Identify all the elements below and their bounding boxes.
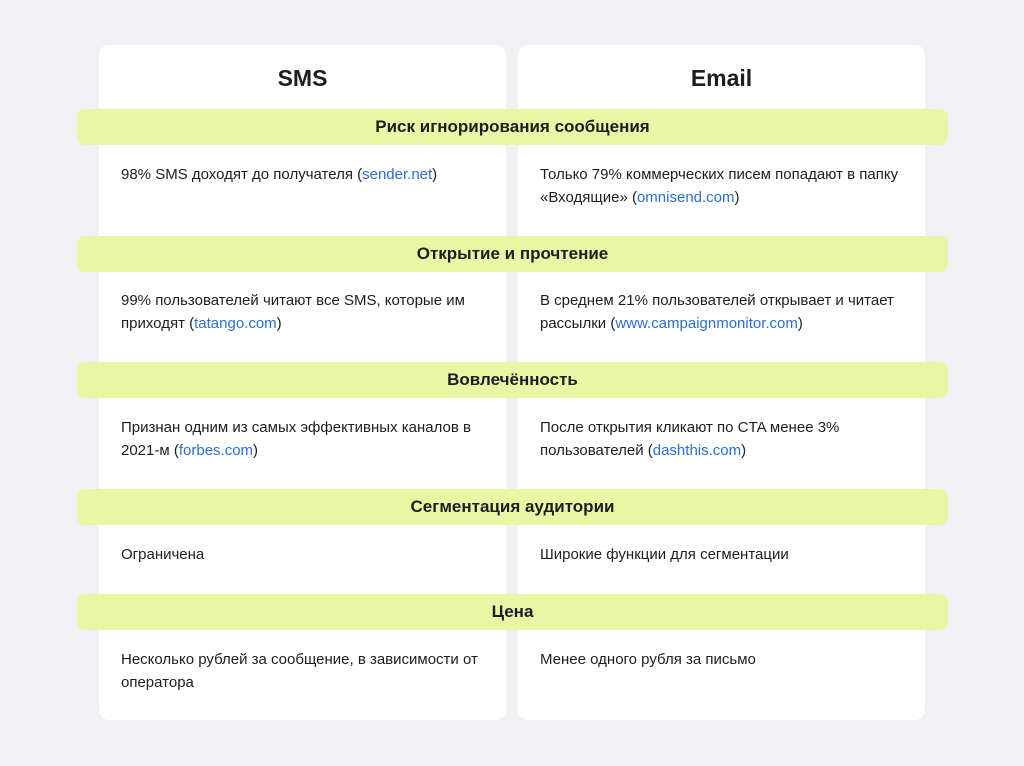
cell-text: ) <box>741 442 747 459</box>
cell-text: Ограничена <box>121 546 205 563</box>
cell-text: ) <box>253 442 259 459</box>
sms-column-title: SMS <box>277 65 328 91</box>
source-link[interactable]: forbes.com <box>178 442 254 459</box>
cell-text: ) <box>797 315 803 332</box>
row-label-segmentation: Сегментация аудитории <box>77 489 948 525</box>
cell-text: ) <box>734 189 740 206</box>
row-label-ignore-risk: Риск игнорирования сообщения <box>77 109 948 145</box>
sms-cell-price <box>121 648 491 694</box>
email-cell-open-read <box>540 289 920 335</box>
email-cell-segmentation <box>540 543 920 566</box>
sms-cell-segmentation <box>121 543 491 566</box>
cell-text: ) <box>432 166 438 183</box>
cell-text: Менее одного рубля за письмо <box>540 651 756 668</box>
cell-text: ) <box>276 315 282 332</box>
source-link[interactable]: omnisend.com <box>636 189 735 206</box>
cell-text: 99% пользователей читают все SMS, которые им приходят ( <box>121 292 465 332</box>
row-label-price: Цена <box>77 594 948 630</box>
email-cell-ignore-risk <box>540 163 920 209</box>
cell-text: Широкие функции для сегментации <box>540 546 789 563</box>
row-label-engagement: Вовлечённость <box>77 362 948 398</box>
cell-text: Признан одним из самых эффективных каналов в 2021-м ( <box>121 419 471 459</box>
sms-cell-open-read <box>121 289 491 335</box>
email-cell-engagement <box>540 416 920 462</box>
email-cell-price <box>540 648 920 671</box>
sms-cell-ignore-risk <box>121 163 491 186</box>
source-link[interactable]: tatango.com <box>194 315 277 332</box>
cell-text: Несколько рублей за сообщение, в зависимости от оператора <box>121 651 478 691</box>
row-label-open-read: Открытие и прочтение <box>77 236 948 272</box>
cell-text: 98% SMS доходят до получателя ( <box>121 166 363 183</box>
cell-text: Только 79% коммерческих писем попадают в папку «Входящие» ( <box>540 166 899 206</box>
sms-cell-engagement <box>121 416 491 462</box>
cell-text: После открытия кликают по CTA менее 3% пользователей ( <box>540 419 840 459</box>
cell-text: В среднем 21% пользователей открывает и читает рассылки ( <box>540 292 894 332</box>
source-link[interactable]: www.campaignmonitor.com <box>615 315 798 332</box>
source-link[interactable]: sender.net <box>362 166 433 183</box>
email-column-title: Email <box>690 65 753 91</box>
source-link[interactable]: dashthis.com <box>652 442 742 459</box>
